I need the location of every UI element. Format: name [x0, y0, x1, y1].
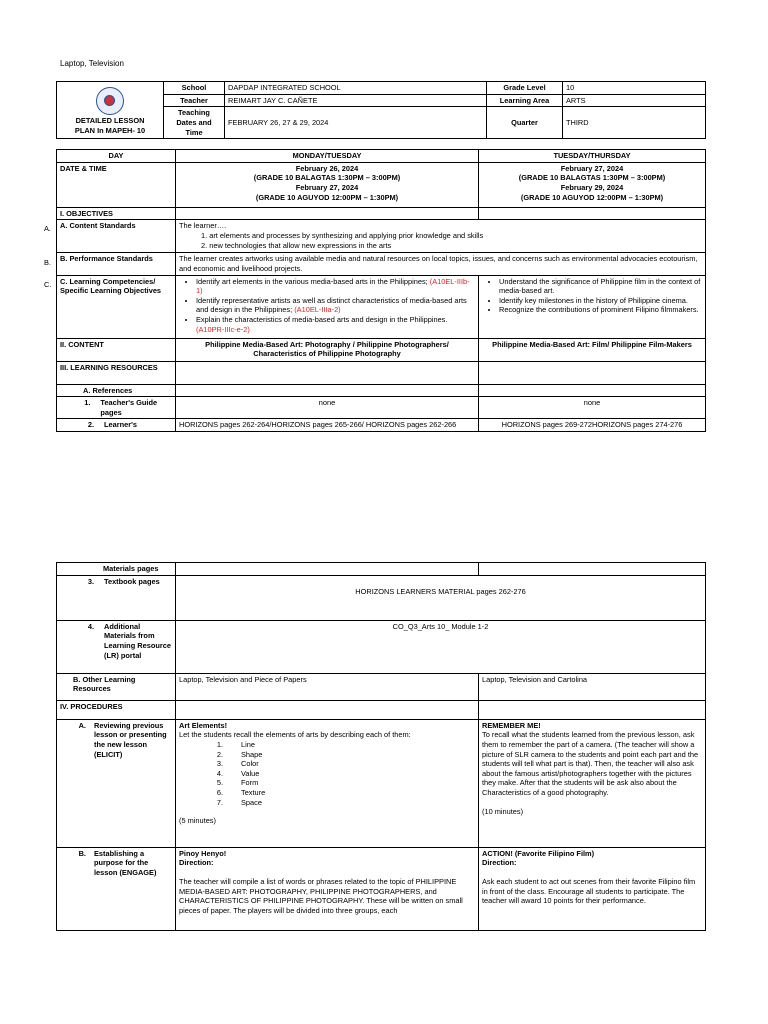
lesson-table-part2 [56, 562, 706, 931]
col2-datetime [479, 162, 706, 207]
establishing-col2-text: Ask each student to act out scenes from their favorite Filipino film in front of the class. Encourage all students to participate. The teacher will award 10 points for their performance. [482, 876, 696, 906]
competency-item: • Understand the significance of Philippine film in the context of media-based art. [499, 277, 702, 296]
empty-cell [176, 563, 479, 576]
teacher-value: REIMART JAY C. CAÑETE [225, 94, 487, 107]
teachers-guide-num: 1. [84, 398, 91, 408]
other-resources-col2: Laptop, Television and Cartolina [479, 673, 706, 700]
content-standards-intro: The learner…. [179, 221, 227, 231]
col1-date-1: February 26, 2024 [295, 163, 359, 173]
content-label: II. CONTENT [57, 338, 176, 361]
competency-item: • Identify key milestones in the history of Philippine cinema. [499, 296, 702, 306]
empty-cell [176, 207, 479, 220]
competency-code: (A10EL-IIIa-2) [294, 305, 341, 315]
competencies-col2 [479, 275, 706, 338]
reviewing-col2-title: REMEMBER ME! [482, 720, 541, 730]
competency-item [196, 296, 475, 315]
list-text: Form [241, 778, 259, 788]
list-item [179, 750, 475, 760]
list-text: Color [241, 759, 259, 769]
establishing-col1-text: The teacher will compile a list of words or phrases related to the topic of PHILIPPINE MEDIA-BASED ART: PHOTOGRAPHY, PHILIPPINE PHOTOGRAPHERS, and CHARACTERISTICS OF PHILIPPINE PHOTOGRAPHY. These will be written on small pieces of paper. The players will be divided into three groups, each [179, 876, 463, 915]
day-label: DAY [57, 150, 176, 163]
reviewing-col2 [479, 719, 706, 847]
content-standard-1: 1. art elements and processes by synthesizing and applying prior knowledge and skills [201, 230, 484, 240]
establishing-text: Establishing a purpose for the lesson (ENGAGE) [94, 848, 157, 877]
other-resources-label: B. Other Learning Resources [57, 673, 176, 700]
competency-item: • Recognize the contributions of prominent Filipino filmmakers. [499, 305, 702, 315]
establishing-col2 [479, 847, 706, 930]
teacher-label: Teacher [164, 94, 225, 107]
materials-pages-label: Materials pages [57, 563, 176, 576]
empty-cell [479, 361, 706, 384]
col2-time-1: (GRADE 10 BALAGTAS 1:30PM – 3:00PM) [518, 173, 666, 183]
list-num: 5. [216, 778, 223, 788]
establishing-col2-direction: Direction: [482, 858, 517, 868]
col2-date-1: February 27, 2024 [560, 163, 624, 173]
col1-time-2: (GRADE 10 AGUYOD 12:00PM – 1:30PM) [255, 192, 399, 202]
list-item [179, 769, 475, 779]
establishing-col1 [176, 847, 479, 930]
empty-cell [479, 384, 706, 397]
reviewing-col2-time: (10 minutes) [482, 806, 524, 816]
col1-datetime [176, 162, 479, 207]
reviewing-label [57, 719, 176, 847]
list-text: Texture [241, 788, 266, 797]
quarter-value: THIRD [563, 107, 706, 139]
reviewing-col1-title: Art Elements! [179, 720, 228, 730]
margin-letter-b: B. [44, 258, 51, 267]
additional-materials-text: Additional Materials from Learning Resource (LR) portal [104, 621, 171, 660]
list-num: 2. [216, 749, 223, 759]
learners-num: 2. [87, 420, 94, 430]
datetime-label: DATE & TIME [57, 162, 176, 207]
grade-label: Grade Level [487, 82, 563, 95]
area-label: Learning Area [487, 94, 563, 107]
objectives-heading: I. OBJECTIVES [57, 207, 176, 220]
list-item [179, 740, 475, 750]
other-resources-col1: Laptop, Television and Piece of Papers [176, 673, 479, 700]
procedures-heading: IV. PROCEDURES [57, 700, 176, 719]
content-standards-label: A. Content Standards [57, 220, 176, 253]
learners-text: Learner's [104, 420, 137, 430]
content-standard-2: 2. new technologies that allow new expressions in the arts [201, 240, 392, 250]
list-text: Value [241, 768, 260, 778]
teachers-guide-label [57, 397, 176, 419]
list-item [179, 778, 475, 788]
establishing-col2-title: ACTION! (Favorite Filipino Film) [482, 848, 595, 858]
reviewing-col1-intro: Let the students recall the elements of arts by describing each of them: [179, 730, 411, 740]
lesson-table-part1 [56, 149, 706, 432]
quarter-label: Quarter [487, 107, 563, 139]
learning-resources-label: III. LEARNING RESOURCES [57, 361, 176, 384]
reviewing-letter: A. [78, 720, 86, 730]
col1-date-2: February 27, 2024 [295, 182, 359, 192]
list-num: 4. [216, 768, 223, 778]
empty-cell [176, 700, 479, 719]
learners-col2: HORIZONS pages 269-272HORIZONS pages 274-276 [479, 419, 706, 432]
reviewing-col2-text: To recall what the students learned from the previous lesson, ask them to remember the part of a camera. (The teacher will show a picture of SLR camera to the students and point each part and the students will tell what part is that). Then, the teacher will also ask about the famous artist/photographers together with the pictures they make. After that the students will be ask also about the Characteristics of a good photography. [482, 730, 699, 797]
empty-cell [479, 207, 706, 220]
competency-item [196, 315, 475, 334]
additional-materials-label [57, 620, 176, 673]
school-value: DAPDAP INTEGRATED SCHOOL [225, 82, 487, 95]
learners-label [57, 419, 176, 432]
empty-cell [479, 700, 706, 719]
competencies-label: C. Learning Competencies/ Specific Learning Objectives [57, 275, 176, 338]
content-standards-text [176, 220, 706, 253]
competency-text: Explain the characteristics of media-based arts and design in the Philippines. [196, 315, 448, 324]
performance-standards-label: B. Performance Standards [57, 253, 176, 275]
list-text: Line [241, 739, 255, 749]
establishing-col1-title: Pinoy Henyo! [179, 848, 227, 858]
list-num: 3. [216, 759, 223, 769]
content-col1: Philippine Media-Based Art: Photography / Philippine Photographers/ Characteristics of Philippine Photography [176, 338, 479, 361]
additional-materials-num: 4. [87, 621, 94, 631]
textbook-value [176, 575, 706, 620]
col2-date-2: February 29, 2024 [560, 182, 624, 192]
reviewing-text: Reviewing previous lesson or presenting the new lesson (ELICIT) [94, 720, 167, 759]
list-num: 6. [216, 788, 223, 797]
additional-materials-value: CO_Q3_Arts 10_ Module 1-2 [176, 620, 706, 673]
dates-value: FEBRUARY 26, 27 & 29, 2024 [225, 107, 487, 139]
col1-day: MONDAY/TUESDAY [176, 150, 479, 163]
reviewing-col1-time: (5 minutes) [179, 816, 216, 826]
textbook-label [57, 575, 176, 620]
dates-label: Teaching Dates and Time [164, 107, 225, 139]
col1-time-1: (GRADE 10 BALAGTAS 1:30PM – 3:00PM) [253, 173, 401, 183]
performance-standards-text: The learner creates artworks using available media and natural resources on local topics, issues, and concerns such as environmental advocacies ecotourism, and economic and livelihood projects. [176, 253, 706, 275]
list-item [179, 798, 475, 808]
competencies-col1 [176, 275, 479, 338]
list-num: 1. [216, 739, 223, 749]
col2-day: TUESDAY/THURSDAY [479, 150, 706, 163]
school-label: School [164, 82, 225, 95]
teachers-guide-text: Teacher's Guide pages [100, 398, 158, 417]
margin-letter-a: A. [44, 224, 51, 233]
textbook-value-text: HORIZONS LEARNERS MATERIAL pages 262-276 [355, 587, 526, 597]
textbook-num: 3. [87, 576, 94, 586]
empty-cell [176, 384, 479, 397]
competency-code: (A10EL-IIIb-1) [196, 276, 470, 296]
establishing-col1-direction: Direction: [179, 858, 214, 868]
list-item [179, 788, 475, 798]
competency-text: Identify representative artists as well as distinct characteristics of media-based arts and design in the Philippines; [196, 295, 467, 315]
art-elements-list [179, 740, 475, 807]
reviewing-col1 [176, 719, 479, 847]
learners-col1: HORIZONS pages 262-264/HORIZONS pages 265-266/ HORIZONS pages 262-266 [176, 419, 479, 432]
margin-letter-c: C. [44, 280, 52, 289]
plan-title: DETAILED LESSON PLAN In MAPEH- 10 [74, 115, 146, 135]
empty-cell [176, 361, 479, 384]
establishing-label [57, 847, 176, 930]
deped-seal-icon [96, 87, 124, 115]
establishing-letter: B. [78, 848, 86, 858]
list-text: Shape [241, 749, 263, 759]
competency-text: Identify art elements in the various media-based arts in the Philippines; [196, 276, 428, 286]
content-col2: Philippine Media-Based Art: Film/ Philippine Film-Makers [479, 338, 706, 361]
area-value: ARTS [563, 94, 706, 107]
top-note: Laptop, Television [60, 59, 124, 68]
list-item [179, 759, 475, 769]
grade-value: 10 [563, 82, 706, 95]
teachers-guide-col1: none [176, 397, 479, 419]
header-table [56, 81, 706, 139]
col2-time-2: (GRADE 10 AGUYOD 12:00PM – 1:30PM) [520, 192, 664, 202]
empty-cell [479, 563, 706, 576]
competency-code: (A10PR-IIIc-e-2) [196, 324, 250, 334]
competency-item [196, 277, 475, 296]
list-num: 7. [216, 797, 223, 807]
plan-title-cell [57, 82, 164, 139]
references-label: A. References [57, 384, 176, 397]
textbook-text: Textbook pages [104, 576, 160, 586]
teachers-guide-col2: none [479, 397, 706, 419]
list-text: Space [241, 797, 262, 807]
